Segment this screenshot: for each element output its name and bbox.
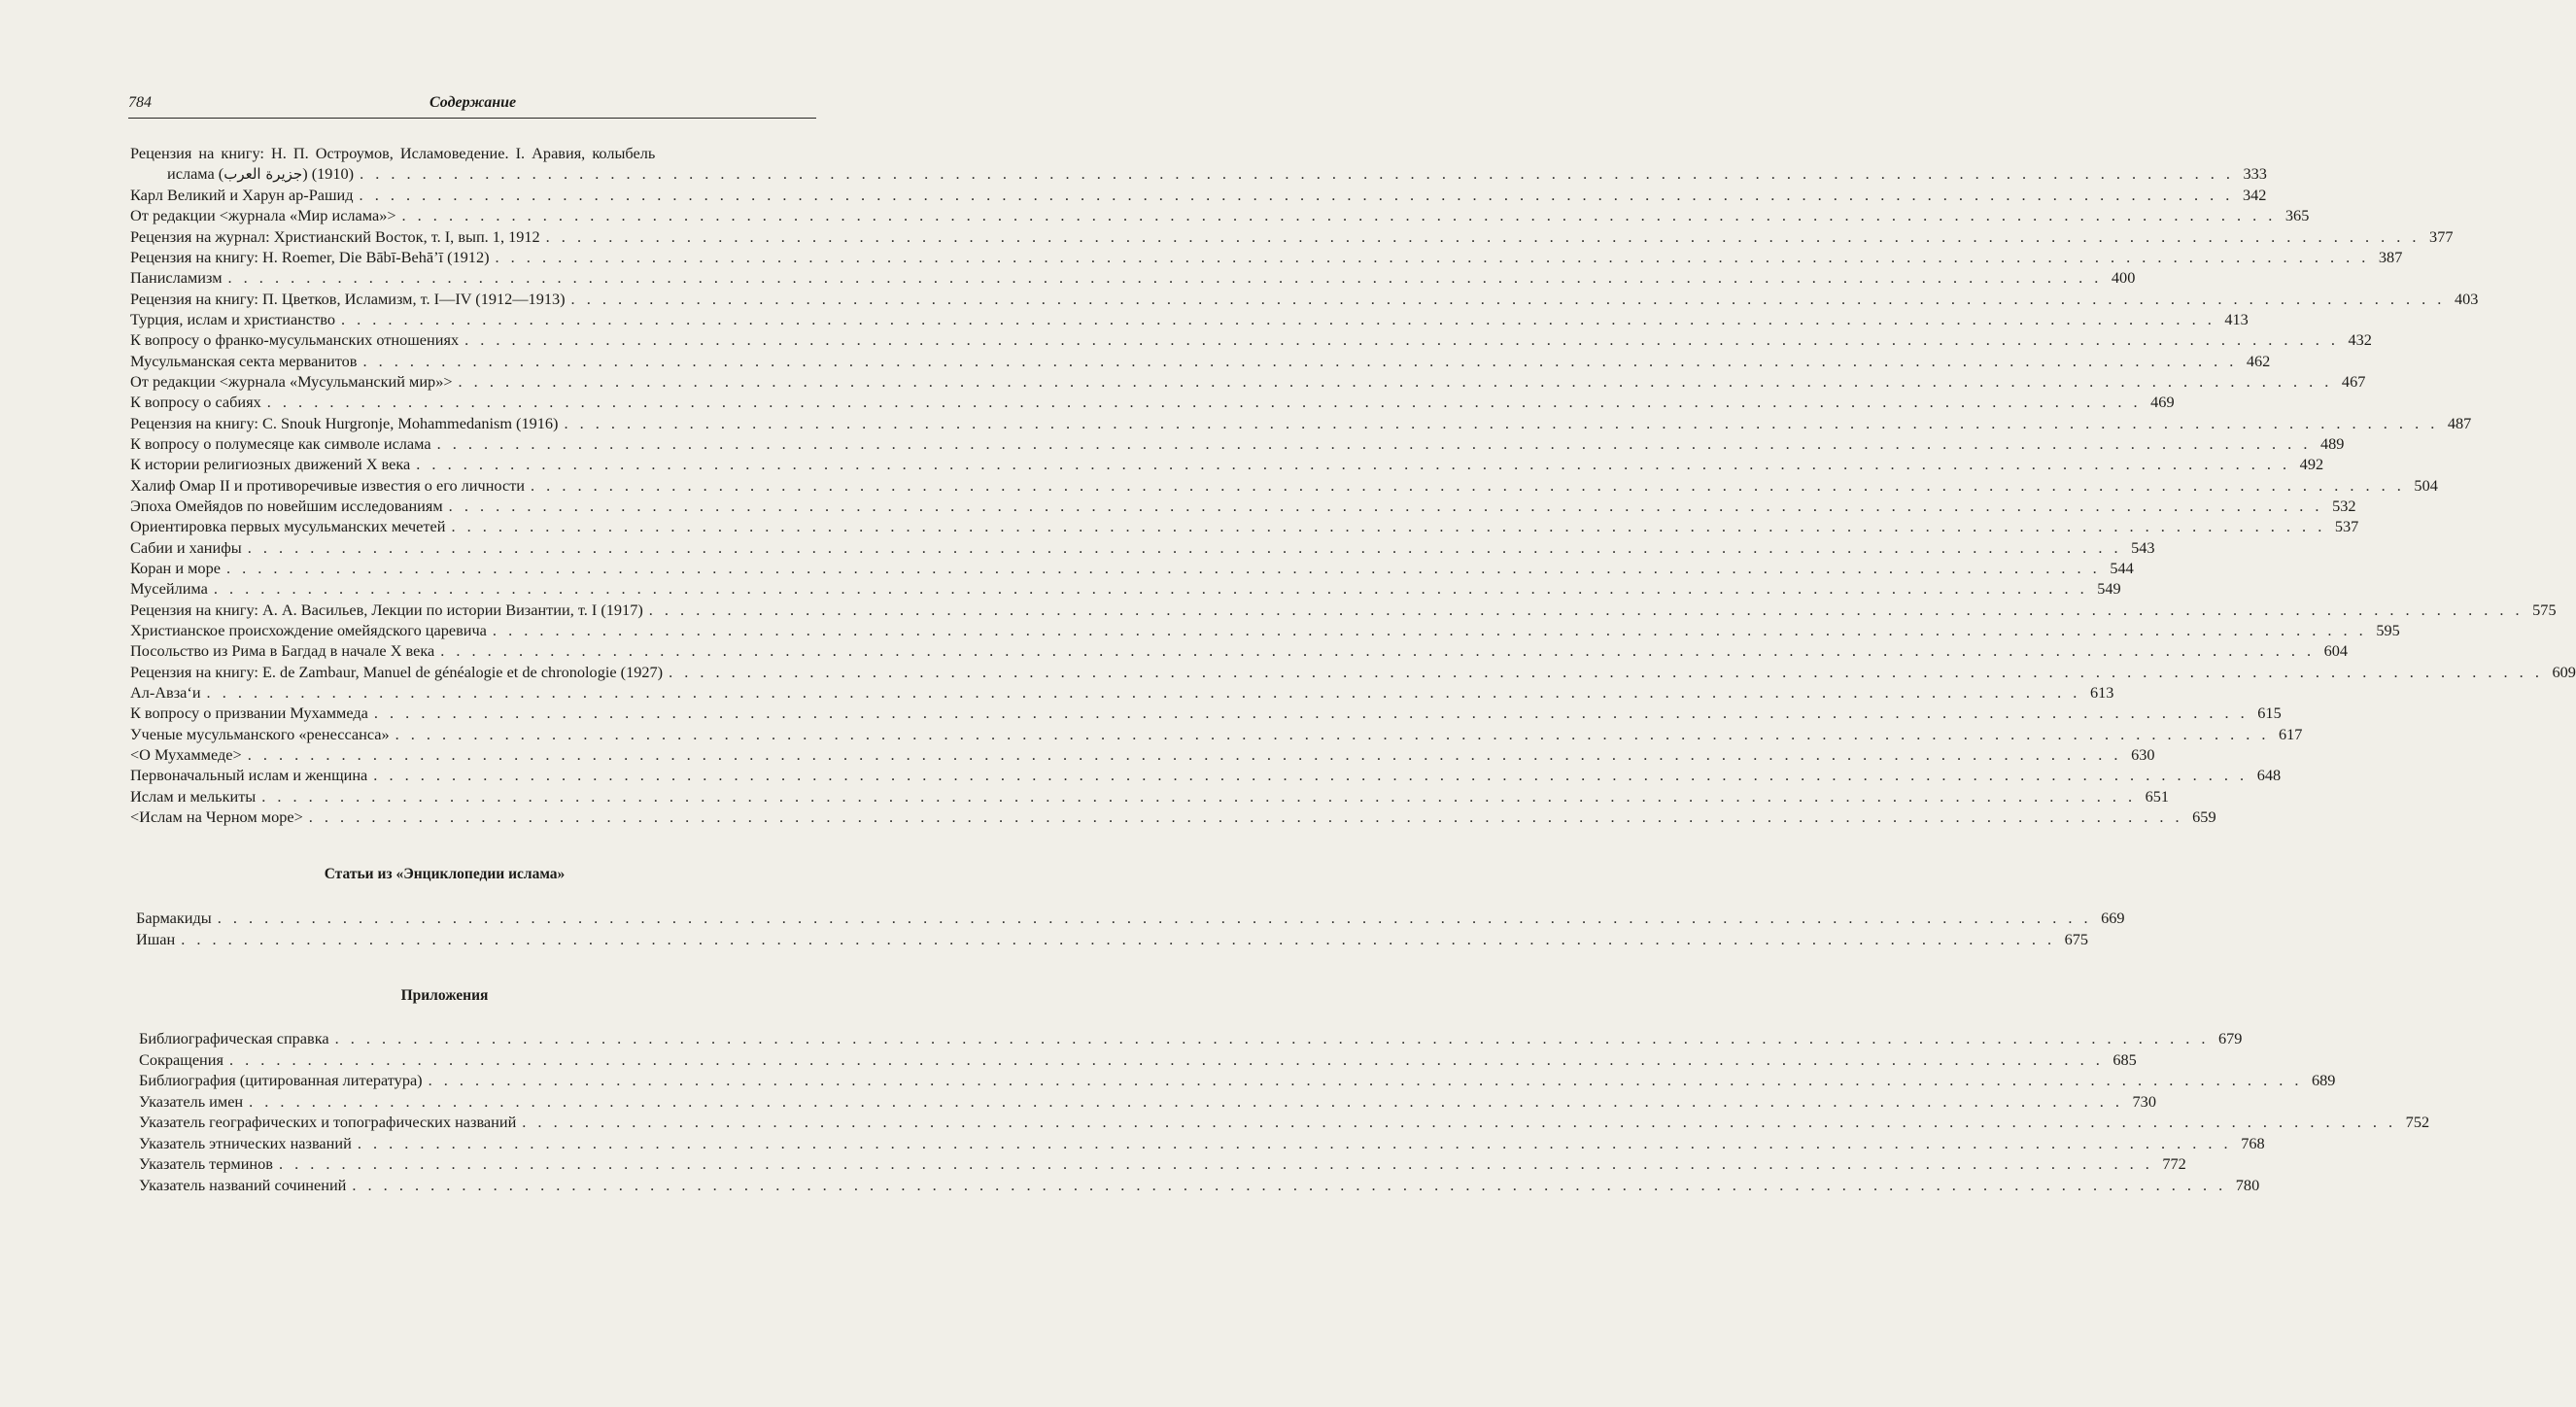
toc-entry-title: Рецензия на книгу: H. Roemer, Die Bābī-Behā’ī (1912)	[130, 247, 490, 266]
toc-entry-page: 617	[2279, 724, 2303, 743]
toc-entry	[130, 786, 2170, 806]
toc-entry-page: 613	[2089, 682, 2114, 702]
toc-entry	[130, 806, 2216, 827]
toc-entry	[130, 185, 2267, 205]
toc-entry-page: 609	[2552, 662, 2576, 681]
toc-entry-title: От редакции <журнала «Мусульманский мир»>	[130, 371, 453, 391]
toc-entry-title: Ученые мусульманского «ренессанса»	[130, 724, 390, 743]
toc-entry	[139, 1070, 2336, 1090]
leader-dots: . . . . . . . . . . . . . . . . . . . . . . . . . . . . . . . . . . . . . . . . . . . . . . . . . . . . . . . . . . . . . . . . . . . . . . . . . . . . . . . . . . . . . . . . . . . . . . . . . . . . . . . . . . . . . . . . . . . . . . . .	[206, 682, 2081, 702]
toc-entry-title: К вопросу о франко-мусульманских отношениях	[130, 330, 460, 350]
leader-dots: . . . . . . . . . . . . . . . . . . . . . . . . . . . . . . . . . . . . . . . . . . . . . . . . . . . . . . . . . . . . . . . . . . . . . . . . . . . . . . . . . . . . . . . . . . . . . . . . . . . . . . . . . . . . . . . . . . . . . . . .	[492, 620, 2367, 639]
toc-entry-page: 387	[2378, 247, 2403, 266]
toc-entry-first	[130, 163, 2267, 184]
toc-entry-title: Сокращения	[139, 1049, 223, 1069]
header-rule	[128, 118, 816, 119]
toc-entry	[130, 351, 2271, 371]
toc-entry-title: Христианское происхождение омейядского царевича	[130, 620, 487, 639]
toc-entry-title: Указатель терминов	[139, 1154, 273, 1173]
toc-entry-page: 780	[2235, 1175, 2260, 1194]
toc-entry-title: Указатель географических и топографических названий	[139, 1113, 517, 1131]
toc-entry-first-line1: Рецензия на книгу: Н. П. Остроумов, Исламоведение. I. Аравия, колыбель	[130, 144, 656, 162]
leader-dots: . . . . . . . . . . . . . . . . . . . . . . . . . . . . . . . . . . . . . . . . . . . . . . . . . . . . . . . . . . . . . . . . . . . . . . . . . . . . . . . . . . . . . . . . . . . . . . . . . . . . . . . . . . . . . . . . . . . . . . . .	[401, 206, 2277, 225]
arabic-phrase: جزيرة العرب	[223, 165, 303, 183]
toc-entry	[130, 496, 2356, 516]
toc-entry-page: 595	[2376, 620, 2400, 639]
leader-dots: . . . . . . . . . . . . . . . . . . . . . . . . . . . . . . . . . . . . . . . . . . . . . . . . . . . . . . . . . . . . . . . . . . . . . . . . . . . . . . . . . . . . . . . . . . . . . . . . . . . . . . . . . . . . . . . . . . . . . . . .	[464, 330, 2339, 350]
leader-dots: . . . . . . . . . . . . . . . . . . . . . . . . . . . . . . . . . . . . . . . . . . . . . . . . . . . . . . . . . . . . . . . . . . . . . . . . . . . . . . . . . . . . . . . . . . . . . . . . . . . . . . . . . . . . . . . . . . . . . . . .	[436, 433, 2312, 453]
leader-dots: . . . . . . . . . . . . . . . . . . . . . . . . . . . . . . . . . . . . . . . . . . . . . . . . . . . . . . . . . . . . . . . . . . . . . . . . . . . . . . . . . . . . . . . . . . . . . . . . . . . . . . . . . . . . . . . . . . . . . . . .	[266, 393, 2142, 412]
toc-entry-page: 752	[2405, 1113, 2430, 1131]
toc-entry-page: 651	[2145, 786, 2170, 806]
toc-entry-page: 365	[2284, 206, 2310, 225]
toc-entry-page: 730	[2132, 1091, 2156, 1111]
leader-dots: . . . . . . . . . . . . . . . . . . . . . . . . . . . . . . . . . . . . . . . . . . . . . . . . . . . . . . . . . . . . . . . . . . . . . . . . . . . . . . . . . . . . . . . . . . . . . . . . . . . . . . . . . . . . . . . . . . . . . . . .	[228, 1049, 2104, 1069]
toc-entry-page: 630	[2131, 744, 2155, 764]
toc-entry-page: 659	[2192, 806, 2216, 826]
leader-dots: . . . . . . . . . . . . . . . . . . . . . . . . . . . . . . . . . . . . . . . . . . . . . . . . . . . . . . . . . . . . . . . . . . . . . . . . . . . . . . . . . . . . . . . . . . . . . . . . . . . . . . . . . . . . . . . . . . . . . . . .	[545, 226, 2421, 246]
toc-entry-title: Мусейлима	[130, 579, 208, 599]
leader-dots: . . . . . . . . . . . . . . . . . . . . . . . . . . . . . . . . . . . . . . . . . . . . . . . . . . . . . . . . . . . . . . . . . . . . . . . . . . . . . . . . . . . . . . . . . . . . . . . . . . . . . . . . . . . . . . . . . . . . . . . .	[217, 909, 2092, 927]
toc-entry-title: Бармакиды	[136, 909, 212, 927]
toc-entry-page: 648	[2256, 766, 2282, 785]
toc-entry-title: Указатель названий сочинений	[139, 1175, 347, 1194]
toc-entry-title: Рецензия на книгу: П. Цветков, Исламизм, т. I—IV (1912—1913)	[130, 289, 566, 308]
toc-entry-page: 467	[2341, 371, 2366, 391]
toc-entry-title: Турция, ислам и христианство	[130, 309, 335, 328]
toc-entry	[130, 371, 2366, 392]
toc-entry	[136, 929, 2089, 949]
leader-dots: . . . . . . . . . . . . . . . . . . . . . . . . . . . . . . . . . . . . . . . . . . . . . . . . . . . . . . . . . . . . . . . . . . . . . . . . . . . . . . . . . . . . . . . . . . . . . . . . . . . . . . . . . . . . . . . . . . . . . . . .	[213, 579, 2088, 599]
toc-entry	[130, 537, 2155, 558]
leader-dots: . . . . . . . . . . . . . . . . . . . . . . . . . . . . . . . . . . . . . . . . . . . . . . . . . . . . . . . . . . . . . . . . . . . . . . . . . . . . . . . . . . . . . . . . . . . . . . . . . . . . . . . . . . . . . . . . . . . . . . . .	[278, 1154, 2153, 1173]
toc-entry-page: 615	[2257, 704, 2282, 723]
toc-entry-title: Мусульманская секта мерванитов	[130, 351, 358, 370]
leader-dots: . . . . . . . . . . . . . . . . . . . . . . . . . . . . . . . . . . . . . . . . . . . . . . . . . . . . . . . . . . . . . . . . . . . . . . . . . . . . . . . . . . . . . . . . . . . . . . . . . . . . . . . . . . . . . . . . . . . . . . . .	[648, 600, 2524, 619]
toc-entry-page: 679	[2218, 1029, 2243, 1047]
toc-entry-title: <Ислам на Черном море>	[130, 806, 303, 826]
toc-entry	[130, 600, 2557, 620]
toc-entry	[130, 392, 2175, 412]
toc-entry-title: К истории религиозных движений X века	[130, 455, 411, 474]
page-title: Содержание	[429, 94, 517, 111]
toc-entry	[130, 454, 2324, 474]
leader-dots: . . . . . . . . . . . . . . . . . . . . . . . . . . . . . . . . . . . . . . . . . . . . . . . . . . . . . . . . . . . . . . . . . . . . . . . . . . . . . . . . . . . . . . . . . . . . . . . . . . . . . . . . . . . . . . . . . . . . . . . .	[669, 662, 2543, 681]
toc-entry-title-part: ) (1910)	[302, 164, 355, 183]
toc-entry-page: 532	[2332, 496, 2356, 515]
toc-entry-page: 469	[2150, 393, 2175, 412]
toc-entry	[139, 1175, 2260, 1195]
running-head	[128, 94, 816, 116]
toc-entry-title: Карл Великий и Харун ар-Рашид	[130, 186, 354, 204]
toc-entry-title: Первоначальный ислам и женщина	[130, 766, 368, 785]
toc-entry-title: К вопросу о призвании Мухаммеда	[130, 704, 368, 723]
leader-dots: . . . . . . . . . . . . . . . . . . . . . . . . . . . . . . . . . . . . . . . . . . . . . . . . . . . . . . . . . . . . . . . . . . . . . . . . . . . . . . . . . . . . . . . . . . . . . . . . . . . . . . . . . . . . . . . . . . . . . . . .	[373, 704, 2249, 723]
toc-entry-page: 669	[2101, 909, 2125, 927]
toc-entry	[130, 620, 2400, 640]
toc-entry	[130, 703, 2282, 723]
toc-entry	[130, 724, 2303, 744]
leader-dots: . . . . . . . . . . . . . . . . . . . . . . . . . . . . . . . . . . . . . . . . . . . . . . . . . . . . . . . . . . . . . . . . . . . . . . . . . . . . . . . . . . . . . . . . . . . . . . . . . . . . . . . . . . . . . . . . . . . . . . . .	[362, 351, 2238, 370]
toc-entry	[130, 558, 2134, 578]
toc-entry-page: 492	[2299, 455, 2324, 474]
toc-entry-title: Ориентировка первых мусульманских мечетей	[130, 517, 446, 536]
toc-entry-page: 768	[2241, 1133, 2265, 1152]
toc-entry	[130, 682, 2114, 703]
toc-entry-title: <О Мухаммеде>	[130, 744, 242, 764]
toc-entry-title: Сабии и ханифы	[130, 537, 242, 557]
leader-dots: . . . . . . . . . . . . . . . . . . . . . . . . . . . . . . . . . . . . . . . . . . . . . . . . . . . . . . . . . . . . . . . . . . . . . . . . . . . . . . . . . . . . . . . . . . . . . . . . . . . . . . . . . . . . . . . . . . . . . . . .	[428, 1071, 2303, 1089]
toc-entry-page: 377	[2429, 226, 2454, 246]
leader-dots: . . . . . . . . . . . . . . . . . . . . . . . . . . . . . . . . . . . . . . . . . . . . . . . . . . . . . . . . . . . . . . . . . . . . . . . . . . . . . . . . . . . . . . . . . . . . . . . . . . . . . . . . . . . . . . . . . . . . . . . .	[522, 1113, 2397, 1131]
leader-dots: . . . . . . . . . . . . . . . . . . . . . . . . . . . . . . . . . . . . . . . . . . . . . . . . . . . . . . . . . . . . . . . . . . . . . . . . . . . . . . . . . . . . . . . . . . . . . . . . . . . . . . . . . . . . . . . . . . . . . . . .	[308, 806, 2183, 826]
toc-entry-title: Указатель этнических названий	[139, 1133, 352, 1152]
leader-dots: . . . . . . . . . . . . . . . . . . . . . . . . . . . . . . . . . . . . . . . . . . . . . . . . . . . . . . . . . . . . . . . . . . . . . . . . . . . . . . . . . . . . . . . . . . . . . . . . . . . . . . . . . . . . . . . . . . . . . . . .	[416, 455, 2291, 474]
toc-entry-page: 432	[2348, 330, 2372, 350]
toc-entry	[130, 744, 2155, 765]
toc-entry-page: 543	[2131, 537, 2155, 557]
leader-dots: . . . . . . . . . . . . . . . . . . . . . . . . . . . . . . . . . . . . . . . . . . . . . . . . . . . . . . . . . . . . . . . . . . . . . . . . . . . . . . . . . . . . . . . . . . . . . . . . . . . . . . . . . . . . . . . . . . . . . . . .	[334, 1029, 2210, 1047]
toc-entry-title: Панисламизм	[130, 268, 223, 288]
toc-entry	[139, 1091, 2156, 1112]
toc-entry-page: 489	[2319, 433, 2345, 453]
toc-entry-page: 685	[2112, 1049, 2137, 1069]
leader-dots: . . . . . . . . . . . . . . . . . . . . . . . . . . . . . . . . . . . . . . . . . . . . . . . . . . . . . . . . . . . . . . . . . . . . . . . . . . . . . . . . . . . . . . . . . . . . . . . . . . . . . . . . . . . . . . . . . . . . . . . .	[340, 309, 2215, 328]
toc-entry-page: 575	[2532, 600, 2557, 619]
toc-entry-page: 403	[2454, 289, 2479, 308]
toc-entry-title	[130, 163, 354, 185]
section-heading-appendix: Приложения	[400, 987, 489, 1004]
leader-dots: . . . . . . . . . . . . . . . . . . . . . . . . . . . . . . . . . . . . . . . . . . . . . . . . . . . . . . . . . . . . . . . . . . . . . . . . . . . . . . . . . . . . . . . . . . . . . . . . . . . . . . . . . . . . . . . . . . . . . . . .	[181, 929, 2056, 948]
leader-dots: . . . . . . . . . . . . . . . . . . . . . . . . . . . . . . . . . . . . . . . . . . . . . . . . . . . . . . . . . . . . . . . . . . . . . . . . . . . . . . . . . . . . . . . . . . . . . . . . . . . . . . . . . . . . . . . . . . . . . . . .	[247, 744, 2122, 764]
toc-entry-title: Рецензия на журнал: Христианский Восток, т. I, вып. 1, 1912	[130, 226, 540, 246]
toc-entry-title: Ислам и мелькиты	[130, 786, 257, 806]
toc-entry-page: 413	[2224, 309, 2249, 328]
toc-entry	[130, 578, 2121, 599]
leader-dots: . . . . . . . . . . . . . . . . . . . . . . . . . . . . . . . . . . . . . . . . . . . . . . . . . . . . . . . . . . . . . . . . . . . . . . . . . . . . . . . . . . . . . . . . . . . . . . . . . . . . . . . . . . . . . . . . . . . . . . . .	[458, 371, 2333, 391]
toc-entry	[130, 267, 2136, 288]
toc-entry-page: 675	[2064, 929, 2089, 948]
toc-entry	[130, 475, 2438, 496]
leader-dots: . . . . . . . . . . . . . . . . . . . . . . . . . . . . . . . . . . . . . . . . . . . . . . . . . . . . . . . . . . . . . . . . . . . . . . . . . . . . . . . . . . . . . . . . . . . . . . . . . . . . . . . . . . . . . . . . . . . . . . . .	[395, 724, 2270, 743]
toc-entry-title: От редакции <журнала «Мир ислама»>	[130, 206, 396, 225]
toc-entry-title: Посольство из Рима в Багдад в начале X века	[130, 641, 435, 661]
leader-dots: . . . . . . . . . . . . . . . . . . . . . . . . . . . . . . . . . . . . . . . . . . . . . . . . . . . . . . . . . . . . . . . . . . . . . . . . . . . . . . . . . . . . . . . . . . . . . . . . . . . . . . . . . . . . . . . . . . . . . . . .	[448, 496, 2323, 515]
toc-entry-title: Халиф Омар II и противоречивые известия о его личности	[130, 475, 526, 495]
toc-entry-page: 504	[2414, 475, 2438, 495]
page-number: 784	[128, 94, 152, 111]
leader-dots: . . . . . . . . . . . . . . . . . . . . . . . . . . . . . . . . . . . . . . . . . . . . . . . . . . . . . . . . . . . . . . . . . . . . . . . . . . . . . . . . . . . . . . . . . . . . . . . . . . . . . . . . . . . . . . . . . . . . . . . .	[227, 268, 2103, 288]
toc-entry-title: Коран и море	[130, 558, 221, 577]
toc-entry	[130, 765, 2282, 785]
toc-entry-title: Указатель имен	[139, 1091, 244, 1111]
toc-entry-page: 342	[2242, 186, 2267, 204]
toc-entry	[130, 205, 2310, 225]
toc-entry-page: 462	[2246, 351, 2271, 370]
toc-entry-title-part: ислама (	[167, 164, 224, 183]
leader-dots: . . . . . . . . . . . . . . . . . . . . . . . . . . . . . . . . . . . . . . . . . . . . . . . . . . . . . . . . . . . . . . . . . . . . . . . . . . . . . . . . . . . . . . . . . . . . . . . . . . . . . . . . . . . . . . . . . . . . . . . .	[564, 413, 2439, 432]
toc-entry-title: Ал-Авза‘и	[130, 682, 201, 702]
toc-entry-page: 537	[2334, 517, 2359, 536]
leader-dots: . . . . . . . . . . . . . . . . . . . . . . . . . . . . . . . . . . . . . . . . . . . . . . . . . . . . . . . . . . . . . . . . . . . . . . . . . . . . . . . . . . . . . . . . . . . . . . . . . . . . . . . . . . . . . . . . . . . . . . . .	[247, 537, 2122, 557]
toc-entry-title: К вопросу о сабиях	[130, 393, 261, 412]
toc-entry-title: К вопросу о полумесяце как символе ислама	[130, 433, 431, 453]
toc-entry	[130, 662, 2576, 682]
leader-dots: . . . . . . . . . . . . . . . . . . . . . . . . . . . . . . . . . . . . . . . . . . . . . . . . . . . . . . . . . . . . . . . . . . . . . . . . . . . . . . . . . . . . . . . . . . . . . . . . . . . . . . . . . . . . . . . . . . . . . . . .	[249, 1091, 2123, 1111]
toc-entry	[130, 226, 2454, 247]
toc-entry	[130, 516, 2359, 536]
leader-dots: . . . . . . . . . . . . . . . . . . . . . . . . . . . . . . . . . . . . . . . . . . . . . . . . . . . . . . . . . . . . . . . . . . . . . . . . . . . . . . . . . . . . . . . . . . . . . . . . . . . . . . . . . . . . . . . . . . . . . . . .	[357, 1133, 2232, 1152]
leader-dots: . . . . . . . . . . . . . . . . . . . . . . . . . . . . . . . . . . . . . . . . . . . . . . . . . . . . . . . . . . . . . . . . . . . . . . . . . . . . . . . . . . . . . . . . . . . . . . . . . . . . . . . . . . . . . . . . . . . . . . . .	[451, 517, 2326, 536]
toc-entry-page: 487	[2447, 413, 2472, 432]
leader-dots: . . . . . . . . . . . . . . . . . . . . . . . . . . . . . . . . . . . . . . . . . . . . . . . . . . . . . . . . . . . . . . . . . . . . . . . . . . . . . . . . . . . . . . . . . . . . . . . . . . . . . . . . . . . . . . . . . . . . . . . .	[570, 289, 2446, 308]
toc-entry-page: 333	[2243, 164, 2267, 183]
toc-entry-page: 549	[2097, 579, 2121, 599]
toc-entry-page: 689	[2312, 1071, 2336, 1089]
toc-entry	[139, 1133, 2265, 1153]
toc-entry	[136, 908, 2125, 928]
leader-dots: . . . . . . . . . . . . . . . . . . . . . . . . . . . . . . . . . . . . . . . . . . . . . . . . . . . . . . . . . . . . . . . . . . . . . . . . . . . . . . . . . . . . . . . . . . . . . . . . . . . . . . . . . . . . . . . . . . . . . . . .	[440, 641, 2316, 661]
leader-dots: . . . . . . . . . . . . . . . . . . . . . . . . . . . . . . . . . . . . . . . . . . . . . . . . . . . . . . . . . . . . . . . . . . . . . . . . . . . . . . . . . . . . . . . . . . . . . . . . . . . . . . . . . . . . . . . . . . . . . . . .	[352, 1175, 2227, 1194]
toc-entry	[139, 1112, 2430, 1132]
toc-entry-title: Ишан	[136, 929, 176, 948]
toc-entry	[139, 1028, 2243, 1048]
leader-dots: . . . . . . . . . . . . . . . . . . . . . . . . . . . . . . . . . . . . . . . . . . . . . . . . . . . . . . . . . . . . . . . . . . . . . . . . . . . . . . . . . . . . . . . . . . . . . . . . . . . . . . . . . . . . . . . . . . . . . . . .	[373, 766, 2249, 785]
leader-dots: . . . . . . . . . . . . . . . . . . . . . . . . . . . . . . . . . . . . . . . . . . . . . . . . . . . . . . . . . . . . . . . . . . . . . . . . . . . . . . . . . . . . . . . . . . . . . . . . . . . . . . . . . . . . . . . . . . . . . . . .	[225, 558, 2101, 577]
toc-entry	[130, 329, 2372, 350]
leader-dots: . . . . . . . . . . . . . . . . . . . . . . . . . . . . . . . . . . . . . . . . . . . . . . . . . . . . . . . . . . . . . . . . . . . . . . . . . . . . . . . . . . . . . . . . . . . . . . . . . . . . . . . . . . . . . . . . . . . . . . . .	[495, 247, 2370, 266]
toc-entry	[130, 247, 2403, 267]
leader-dots: . . . . . . . . . . . . . . . . . . . . . . . . . . . . . . . . . . . . . . . . . . . . . . . . . . . . . . . . . . . . . . . . . . . . . . . . . . . . . . . . . . . . . . . . . . . . . . . . . . . . . . . . . . . . . . . . . . . . . . . .	[261, 786, 2137, 806]
toc-entry	[130, 289, 2479, 309]
toc-entry	[130, 309, 2249, 329]
toc-entry	[130, 433, 2345, 454]
toc-entry-title: Библиография (цитированная литература)	[139, 1071, 423, 1089]
toc-entry-title: Эпоха Омейядов по новейшим исследованиям	[130, 496, 443, 515]
toc-entry-page: 772	[2162, 1154, 2186, 1173]
section-heading-encyclopedia: Статьи из «Энциклопедии ислама»	[324, 866, 566, 882]
toc-entry-page: 604	[2323, 641, 2349, 661]
leader-dots: . . . . . . . . . . . . . . . . . . . . . . . . . . . . . . . . . . . . . . . . . . . . . . . . . . . . . . . . . . . . . . . . . . . . . . . . . . . . . . . . . . . . . . . . . . . . . . . . . . . . . . . . . . . . . . . . . . . . . . . .	[359, 186, 2234, 204]
toc-entry-title: Библиографическая справка	[139, 1029, 329, 1047]
toc-entry	[130, 640, 2349, 661]
leader-dots: . . . . . . . . . . . . . . . . . . . . . . . . . . . . . . . . . . . . . . . . . . . . . . . . . . . . . . . . . . . . . . . . . . . . . . . . . . . . . . . . . . . . . . . . . . . . . . . . . . . . . . . . . . . . . . . . . . . . . . . .	[531, 475, 2405, 495]
toc-entry	[139, 1049, 2137, 1070]
toc-entry-page: 544	[2110, 558, 2134, 577]
toc-entry-title: Рецензия на книгу: E. de Zambaur, Manuel de généalogie et de chronologie (1927)	[130, 662, 664, 681]
toc-entry	[130, 413, 2472, 433]
leader-dots: . . . . . . . . . . . . . . . . . . . . . . . . . . . . . . . . . . . . . . . . . . . . . . . . . . . . . . . . . . . . . . . . . . . . . . . . . . . . . . . . . . . . . . . . . . . . . . . . . . . . . . . . . . . . . . . . . . . . . . . .	[360, 164, 2234, 183]
toc-entry-title: Рецензия на книгу: А. А. Васильев, Лекции по истории Византии, т. I (1917)	[130, 600, 643, 619]
toc-entry-title: Рецензия на книгу: C. Snouk Hurgronje, Mohammedanism (1916)	[130, 413, 559, 432]
toc-entry	[139, 1153, 2186, 1174]
toc-entry-page: 400	[2111, 268, 2136, 288]
